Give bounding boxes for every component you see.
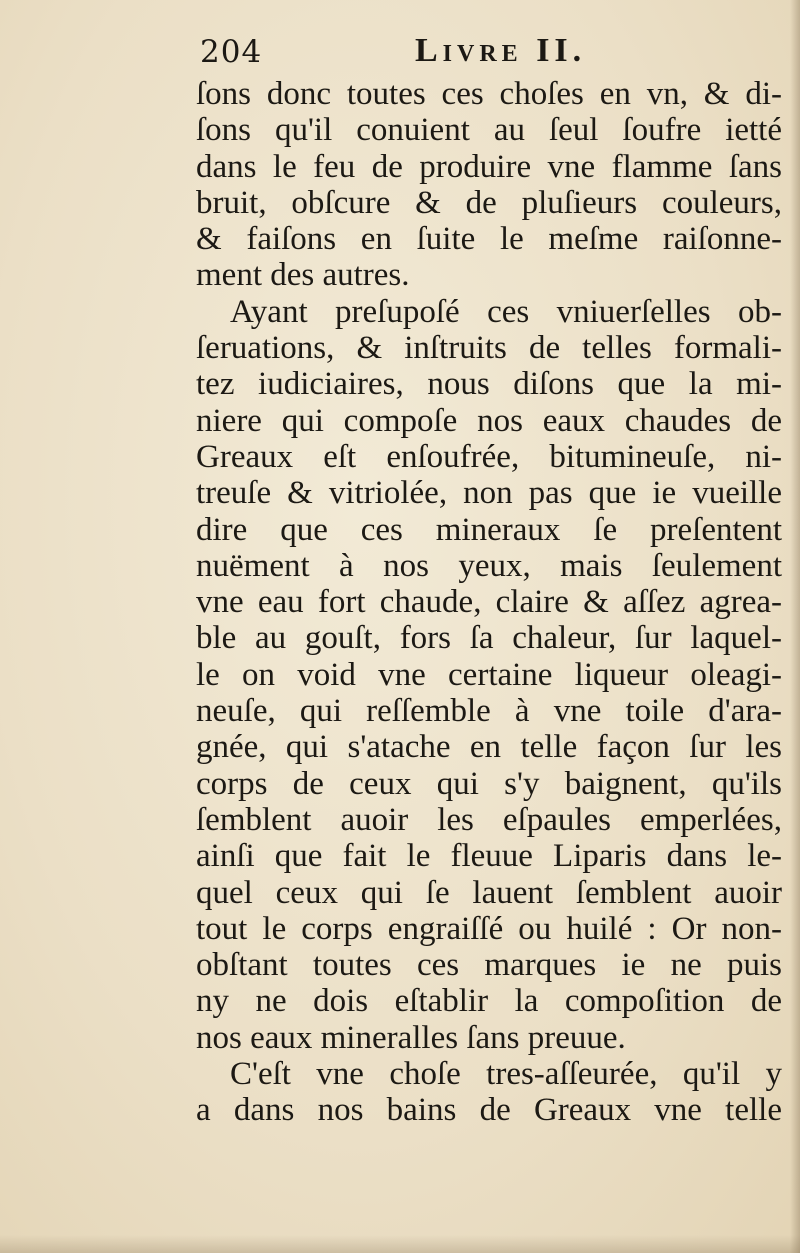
paragraph-start-line: C'eſt vne choſe tres-aſſeurée, qu'il y: [230, 1056, 782, 1093]
text-line: vne eau fort chaude, claire & aſſez agrea-: [196, 584, 782, 621]
text-line: gnée, qui s'atache en telle façon ſur les: [196, 729, 782, 766]
paragraph-end-line: nos eaux mineralles ſans preuue.: [196, 1019, 626, 1056]
text-line: ſemblent auoir les eſpaules emperlées,: [196, 801, 782, 838]
body-text: [196, 76, 782, 1129]
text-line: ſons donc toutes ces choſes en vn, & di-: [196, 76, 782, 112]
page-number: 204: [200, 34, 263, 70]
page-edge-shadow: [790, 0, 800, 1253]
text-line: ainſi que fait le fleuue Liparis dans le-: [196, 838, 782, 875]
text-line: niere qui compoſe nos eaux chaudes de: [196, 402, 782, 439]
text-line: tez iudiciaires, nous diſons que la mi-: [196, 366, 782, 403]
text-line: corps de ceux qui s'y baignent, qu'ils: [196, 765, 782, 802]
text-line: nuëment à nos yeux, mais ſeulement: [196, 547, 782, 584]
paragraph-end-line: ment des autres.: [196, 257, 410, 294]
text-line: neuſe, qui reſſemble à vne toile d'ara-: [196, 693, 782, 730]
text-line: quel ceux qui ſe lauent ſemblent auoir: [196, 874, 782, 911]
text-line: dire que ces mineraux ſe preſentent: [196, 511, 782, 548]
page-header: [200, 28, 620, 78]
running-title: Livre II.: [415, 32, 587, 69]
text-line: & faiſons en ſuite le meſme raiſonne-: [196, 221, 782, 258]
text-line: ſeruations, & inſtruits de telles formali-: [196, 330, 782, 367]
text-line: tout le corps engraiſſé ou huilé : Or non-: [196, 910, 782, 947]
text-line: Greaux eſt enſoufrée, bitumineuſe, ni-: [196, 438, 782, 475]
page-bottom-shadow: [0, 1235, 800, 1253]
text-line: ny ne dois eſtablir la compoſition de: [196, 983, 782, 1020]
text-line: obſtant toutes ces marques ie ne puis: [196, 947, 782, 984]
text-line: dans le feu de produire vne flamme ſans: [196, 148, 782, 185]
text-line: a dans nos bains de Greaux vne telle: [196, 1092, 782, 1129]
text-line: ble au gouſt, fors ſa chaleur, ſur laquel-: [196, 620, 782, 657]
text-line: bruit, obſcure & de pluſieurs couleurs,: [196, 184, 782, 221]
text-line: le on void vne certaine liqueur oleagi-: [196, 656, 782, 693]
text-line: ſons qu'il conuient au ſeul ſoufre ietté: [196, 112, 782, 149]
text-line: treuſe & vitriolée, non pas que ie vueille: [196, 475, 782, 512]
paragraph-start-line: Ayant preſupoſé ces vniuerſelles ob-: [230, 293, 782, 330]
